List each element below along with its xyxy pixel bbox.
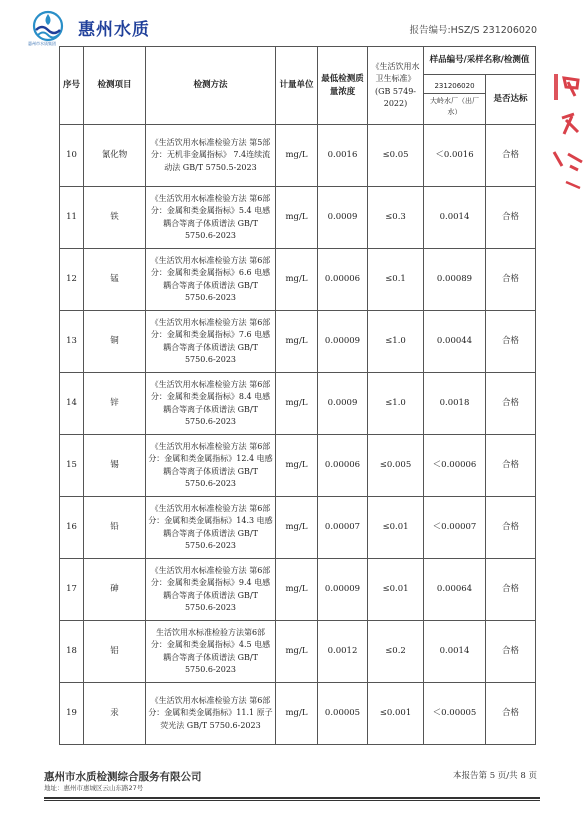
cell-value: 0.0018 <box>424 373 486 435</box>
cell-limit: ≤0.001 <box>368 683 424 745</box>
cell-value: 0.00089 <box>424 249 486 311</box>
cell-unit: mg/L <box>276 311 318 373</box>
cell-item: 锰 <box>84 249 146 311</box>
cell-pass: 合格 <box>486 249 536 311</box>
table-row <box>60 497 536 559</box>
header-sample-cell <box>424 75 486 125</box>
cell-min-conc: 0.00006 <box>318 249 368 311</box>
header-sample-group: 样品编号/采样名称/检测值 <box>424 47 536 75</box>
cell-method: 《生活饮用水标准检验方法 第6部分：金属和类金属指标》8.4 电感耦合等离子体质谱法 GB/T 5750.6-2023 <box>146 373 276 435</box>
cell-min-conc: 0.0009 <box>318 373 368 435</box>
footer-divider-thin <box>44 800 540 801</box>
header-item: 检测项目 <box>84 47 146 125</box>
cell-value: 0.0014 <box>424 187 486 249</box>
cell-limit: ≤0.2 <box>368 621 424 683</box>
cell-value: ＜0.00005 <box>424 683 486 745</box>
header-sample-name: 大岭水厂（出厂水） <box>430 97 479 116</box>
table-row <box>60 683 536 745</box>
header-unit: 计量单位 <box>276 47 318 125</box>
header-pass: 是否达标 <box>486 75 536 125</box>
cell-seq: 18 <box>60 621 84 683</box>
cell-seq: 11 <box>60 187 84 249</box>
cell-method: 《生活饮用水标准检验方法 第6部分：金属和类金属指标》12.4 电感耦合等离子体质谱法 GB/T 5750.6-2023 <box>146 435 276 497</box>
cell-seq: 13 <box>60 311 84 373</box>
cell-unit: mg/L <box>276 683 318 745</box>
cell-value: 0.0014 <box>424 621 486 683</box>
cell-pass: 合格 <box>486 497 536 559</box>
cell-method: 《生活饮用水标准检验方法 第6部分：金属和类金属指标》9.4 电感耦合等离子体质谱法 GB/T 5750.6-2023 <box>146 559 276 621</box>
cell-seq: 16 <box>60 497 84 559</box>
cell-min-conc: 0.00006 <box>318 435 368 497</box>
cell-method: 生活饮用水标准检验方法第6部分：金属和类金属指标》4.5 电感耦合等离子体质谱法 GB/T 5750.6-2023 <box>146 621 276 683</box>
cell-method: 《生活饮用水标准检验方法 第5部分：无机非金属指标》 7.4连续流动法 GB/T 5750.5-2023 <box>146 125 276 187</box>
cell-method: 《生活饮用水标准检验方法 第6部分：金属和类金属指标》7.6 电感耦合等离子体质谱法 GB/T 5750.6-2023 <box>146 311 276 373</box>
header-row-1 <box>60 47 536 75</box>
cell-value: 0.00064 <box>424 559 486 621</box>
cell-item: 砷 <box>84 559 146 621</box>
cell-item: 锡 <box>84 435 146 497</box>
cell-pass: 合格 <box>486 683 536 745</box>
cell-limit: ≤1.0 <box>368 311 424 373</box>
cell-min-conc: 0.0016 <box>318 125 368 187</box>
cell-method: 《生活饮用水标准检验方法 第6部分：金属和类金属指标》14.3 电感耦合等离子体质谱法 GB/T 5750.6-2023 <box>146 497 276 559</box>
table-row <box>60 373 536 435</box>
cell-method: 《生活饮用水标准检验方法 第6部分：金属和类金属指标》11.1 原子荧光法 GB/T 5750.6-2023 <box>146 683 276 745</box>
brand-title: 惠州水质 <box>78 20 150 40</box>
cell-unit: mg/L <box>276 621 318 683</box>
cell-limit: ≤1.0 <box>368 373 424 435</box>
seal-stamp-edge <box>548 70 585 200</box>
cell-item: 铝 <box>84 621 146 683</box>
footer-company: 惠州市水质检测综合服务有限公司 <box>44 771 202 783</box>
cell-unit: mg/L <box>276 373 318 435</box>
logo-subtext: 惠州市水质集团 <box>28 41 56 46</box>
table-row <box>60 187 536 249</box>
cell-pass: 合格 <box>486 125 536 187</box>
report-number: 报告编号:HSZ/S 231206020 <box>409 25 537 36</box>
cell-seq: 17 <box>60 559 84 621</box>
cell-pass: 合格 <box>486 187 536 249</box>
cell-unit: mg/L <box>276 249 318 311</box>
cell-min-conc: 0.0009 <box>318 187 368 249</box>
page-header <box>0 0 585 48</box>
cell-min-conc: 0.00009 <box>318 311 368 373</box>
cell-min-conc: 0.00009 <box>318 559 368 621</box>
header-sample-id: 231206020 <box>424 79 485 94</box>
cell-item: 氰化物 <box>84 125 146 187</box>
cell-unit: mg/L <box>276 435 318 497</box>
footer-divider <box>44 797 540 799</box>
cell-seq: 12 <box>60 249 84 311</box>
table-row <box>60 311 536 373</box>
table-row <box>60 435 536 497</box>
table-row <box>60 125 536 187</box>
test-results-table <box>59 46 536 745</box>
cell-method: 《生活饮用水标准检验方法 第6部分：金属和类金属指标》5.4 电感耦合等离子体质谱法 GB/T 5750.6-2023 <box>146 187 276 249</box>
cell-pass: 合格 <box>486 435 536 497</box>
cell-min-conc: 0.0012 <box>318 621 368 683</box>
cell-item: 铁 <box>84 187 146 249</box>
header-min-conc: 最低检测质量浓度 <box>318 47 368 125</box>
cell-limit: ≤0.3 <box>368 187 424 249</box>
cell-min-conc: 0.00005 <box>318 683 368 745</box>
footer-address: 地址：惠州市惠城区云山东路27号 <box>44 784 144 792</box>
header-method: 检测方法 <box>146 47 276 125</box>
cell-value: ＜0.00007 <box>424 497 486 559</box>
cell-value: ＜0.0016 <box>424 125 486 187</box>
page-info: 本报告第 5 页/共 8 页 <box>453 771 537 781</box>
cell-pass: 合格 <box>486 311 536 373</box>
cell-item: 汞 <box>84 683 146 745</box>
table-row <box>60 249 536 311</box>
cell-limit: ≤0.01 <box>368 559 424 621</box>
cell-item: 铜 <box>84 311 146 373</box>
cell-pass: 合格 <box>486 373 536 435</box>
cell-item: 锌 <box>84 373 146 435</box>
cell-limit: ≤0.05 <box>368 125 424 187</box>
table-row <box>60 621 536 683</box>
cell-seq: 15 <box>60 435 84 497</box>
cell-seq: 14 <box>60 373 84 435</box>
cell-seq: 10 <box>60 125 84 187</box>
header-standard: 《生活饮用水卫生标准》(GB 5749-2022) <box>368 47 424 125</box>
cell-item: 铅 <box>84 497 146 559</box>
cell-pass: 合格 <box>486 559 536 621</box>
cell-min-conc: 0.00007 <box>318 497 368 559</box>
cell-limit: ≤0.01 <box>368 497 424 559</box>
cell-unit: mg/L <box>276 187 318 249</box>
table-row <box>60 559 536 621</box>
cell-value: ＜0.00006 <box>424 435 486 497</box>
cell-value: 0.00044 <box>424 311 486 373</box>
header-seq: 序号 <box>60 47 84 125</box>
cell-limit: ≤0.005 <box>368 435 424 497</box>
cell-limit: ≤0.1 <box>368 249 424 311</box>
cell-unit: mg/L <box>276 125 318 187</box>
cell-method: 《生活饮用水标准检验方法 第6部分：金属和类金属指标》6.6 电感耦合等离子体质谱法 GB/T 5750.6-2023 <box>146 249 276 311</box>
cell-seq: 19 <box>60 683 84 745</box>
cell-unit: mg/L <box>276 497 318 559</box>
cell-unit: mg/L <box>276 559 318 621</box>
cell-pass: 合格 <box>486 621 536 683</box>
